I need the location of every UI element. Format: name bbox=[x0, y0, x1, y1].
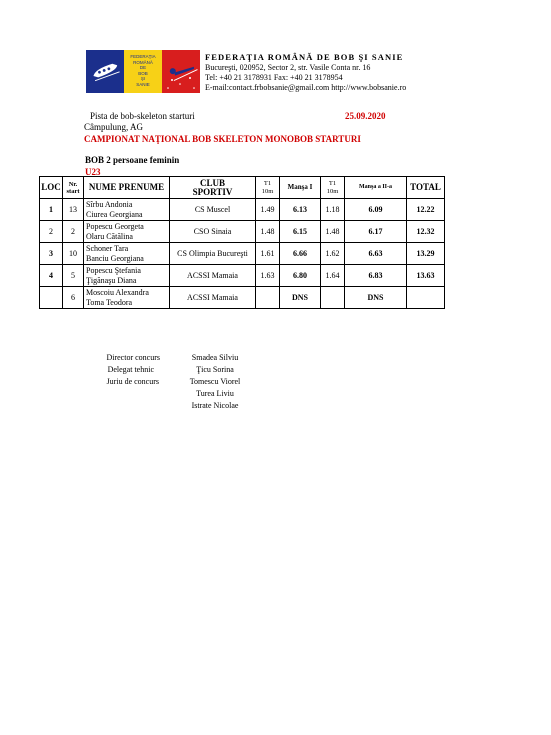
cell-run2: 6.83 bbox=[345, 265, 407, 287]
official-name-jury-1: Tomescu Viorel bbox=[189, 377, 241, 386]
cell-t1-run2: 1.18 bbox=[321, 199, 345, 221]
cell-names: Popescu Ştefania Ţigănaşu Diana bbox=[84, 265, 170, 287]
cell-loc: 1 bbox=[40, 199, 63, 221]
results-table bbox=[39, 176, 445, 309]
header-total: TOTAL bbox=[407, 177, 445, 199]
table-row bbox=[40, 221, 445, 243]
cell-start: 2 bbox=[63, 221, 84, 243]
header-t1-run2: T1 10m bbox=[321, 177, 345, 199]
cell-t1-run1: 1.48 bbox=[256, 221, 280, 243]
logo-text: FEDERAŢIA ROMÂNĂ DE BOB ŞI SANIE bbox=[130, 54, 156, 87]
official-name-technical-delegate: Ţicu Sorina bbox=[196, 365, 234, 374]
cell-t1-run1 bbox=[256, 287, 280, 309]
cell-total: 12.22 bbox=[407, 199, 445, 221]
cell-club: CS Muscel bbox=[170, 199, 256, 221]
header-t1-run1: T1 10m bbox=[256, 177, 280, 199]
cell-t1-run1: 1.63 bbox=[256, 265, 280, 287]
header-loc: LOC bbox=[40, 177, 63, 199]
cell-names: Popescu Georgeta Olaru Cătălina bbox=[84, 221, 170, 243]
cell-club: CS Olimpia Bucureşti bbox=[170, 243, 256, 265]
federation-phone: Tel: +40 21 3178931 Fax: +40 21 3178954 bbox=[205, 73, 343, 82]
table-row bbox=[40, 265, 445, 287]
cell-club: ACSSI Mamaia bbox=[170, 265, 256, 287]
federation-name: FEDERAŢIA ROMÂNĂ DE BOB ŞI SANIE bbox=[205, 52, 404, 62]
cell-total: 12.32 bbox=[407, 221, 445, 243]
cell-names: Sîrbu Andonia Ciurea Georgiana bbox=[84, 199, 170, 221]
header-name: NUME PRENUME bbox=[84, 177, 170, 199]
event-title: CAMPIONAT NAŢIONAL BOB SKELETON MONOBOB STARTURI bbox=[84, 134, 361, 144]
event-date: 25.09.2020 bbox=[345, 111, 386, 121]
official-name-jury-3: Istrate Nicolae bbox=[191, 401, 239, 410]
table-row bbox=[40, 287, 445, 309]
cell-run1: 6.80 bbox=[280, 265, 321, 287]
cell-start: 10 bbox=[63, 243, 84, 265]
header-run2: Manşa a II-a bbox=[345, 177, 407, 199]
cell-club: ACSSI Mamaia bbox=[170, 287, 256, 309]
cell-total bbox=[407, 287, 445, 309]
event-city: Câmpulung, AG bbox=[84, 122, 144, 132]
official-role-director: Director concurs bbox=[106, 353, 160, 362]
cell-loc: 4 bbox=[40, 265, 63, 287]
cell-total: 13.63 bbox=[407, 265, 445, 287]
cell-run2: DNS bbox=[345, 287, 407, 309]
cell-run1: DNS bbox=[280, 287, 321, 309]
event-venue: Pista de bob-skeleton starturi bbox=[90, 111, 195, 121]
event-age-group: U23 bbox=[85, 167, 101, 177]
cell-total: 13.29 bbox=[407, 243, 445, 265]
cell-loc: 3 bbox=[40, 243, 63, 265]
table-row bbox=[40, 243, 445, 265]
cell-t1-run1: 1.61 bbox=[256, 243, 280, 265]
federation-address: Bucureşti, 020952, Sector 2, str. Vasile Conta nr. 16 bbox=[205, 63, 371, 72]
official-role-jury: Juriu de concurs bbox=[106, 377, 159, 386]
table-row bbox=[40, 199, 445, 221]
header-run1: Manşa I bbox=[280, 177, 321, 199]
cell-run1: 6.15 bbox=[280, 221, 321, 243]
cell-loc: 2 bbox=[40, 221, 63, 243]
cell-run2: 6.09 bbox=[345, 199, 407, 221]
cell-start: 6 bbox=[63, 287, 84, 309]
cell-t1-run2: 1.62 bbox=[321, 243, 345, 265]
federation-logo bbox=[86, 50, 200, 93]
cell-loc bbox=[40, 287, 63, 309]
cell-start: 5 bbox=[63, 265, 84, 287]
cell-t1-run1: 1.49 bbox=[256, 199, 280, 221]
cell-names: Moscoiu Alexandra Toma Teodora bbox=[84, 287, 170, 309]
cell-t1-run2 bbox=[321, 287, 345, 309]
official-name-jury-2: Turea Liviu bbox=[196, 389, 234, 398]
event-category: BOB 2 persoane feminin bbox=[85, 155, 180, 165]
header-start-no: Nr. start bbox=[63, 177, 84, 199]
cell-run1: 6.66 bbox=[280, 243, 321, 265]
federation-header bbox=[205, 52, 406, 93]
cell-run1: 6.13 bbox=[280, 199, 321, 221]
cell-run2: 6.63 bbox=[345, 243, 407, 265]
federation-contact: E-mail:contact.frbobsanie@gmail.com http://www.bobsanie.ro bbox=[205, 83, 407, 92]
cell-names: Schoner Tara Banciu Georgiana bbox=[84, 243, 170, 265]
header-club: CLUB SPORTIV bbox=[170, 177, 256, 199]
official-name-director: Smadea Silviu bbox=[191, 353, 239, 362]
cell-t1-run2: 1.64 bbox=[321, 265, 345, 287]
cell-start: 13 bbox=[63, 199, 84, 221]
cell-run2: 6.17 bbox=[345, 221, 407, 243]
cell-club: CSO Sinaia bbox=[170, 221, 256, 243]
official-role-technical-delegate: Delegat tehnic bbox=[107, 365, 154, 374]
table-header-row bbox=[40, 177, 445, 199]
cell-t1-run2: 1.48 bbox=[321, 221, 345, 243]
